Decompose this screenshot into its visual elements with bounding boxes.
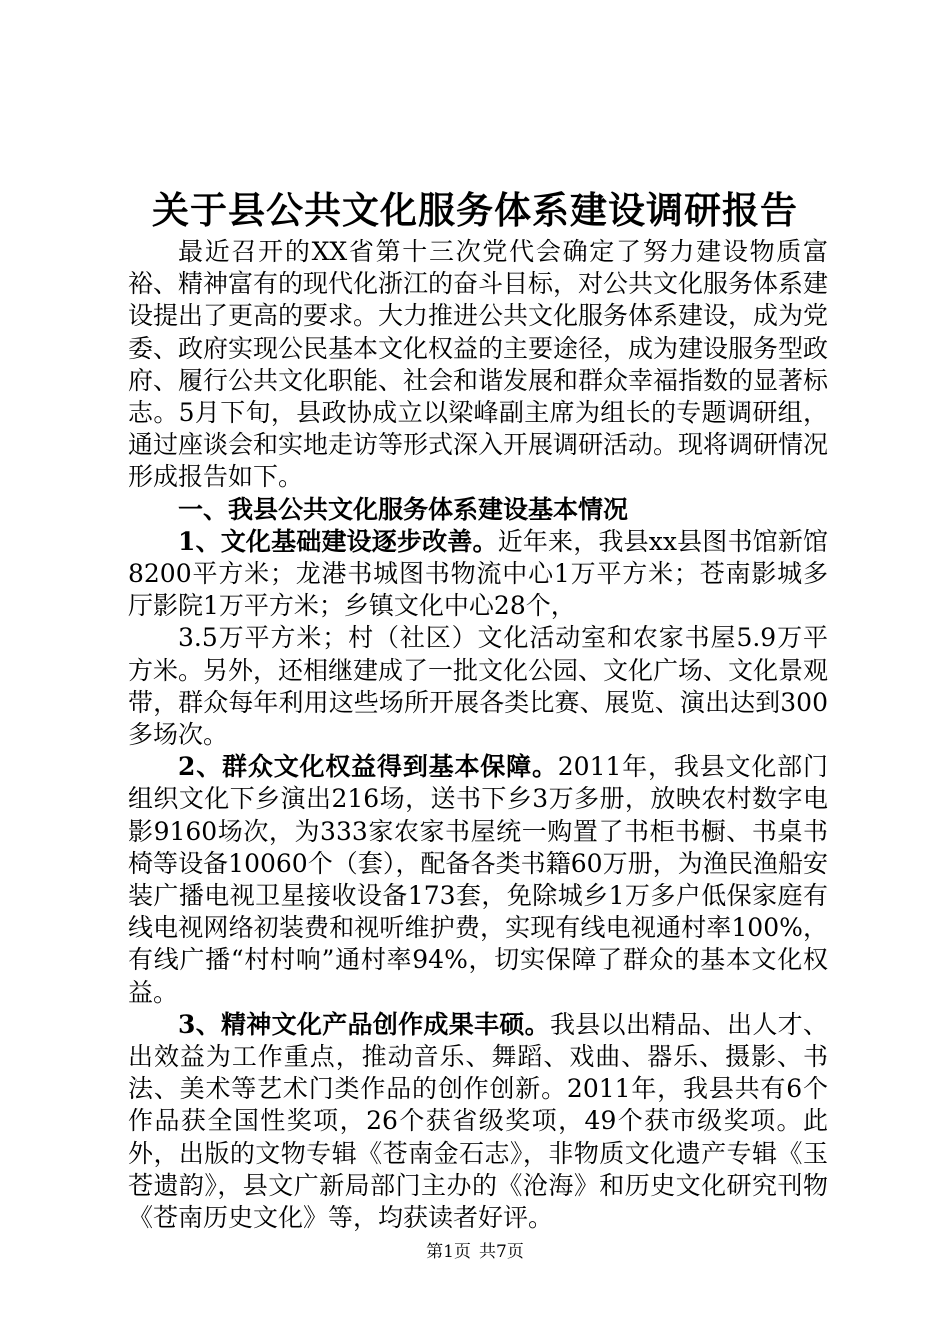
paragraph-lead: 2、群众文化权益得到基本保障。: [178, 752, 558, 782]
paragraph-item-1-cont: [128, 622, 828, 751]
paragraph-item-2: [128, 751, 828, 1009]
paragraph-text: 2011年，我县文化部门组织文化下乡演出216场，送书下乡3万多册，放映农村数字电影9160场次，为333家农家书屋统一购置了书柜书橱、书桌书椅等设备10060个（套），配备各类书籍60万册，为渔民渔船安装广播电视卫星接收设备173套，免除城乡1万多户低保家庭有线电视网络初装费和视听维护费，实现有线电视通村率100%，有线广播“村村响”通村率94%，切实保障了群众的基本文化权益。: [128, 752, 829, 1007]
paragraph-text: 3.5万平方米；村（社区）文化活动室和农家书屋5.9万平方米。另外，还相继建成了一批文化公园、文化广场、文化景观带，群众每年利用这些场所开展各类比赛、展览、演出达到300多场次。: [128, 623, 829, 750]
paragraph-item-1: [128, 526, 828, 623]
page-total: 共7页: [479, 1242, 524, 1262]
document-body: [128, 236, 828, 1234]
paragraph-text: 我县以出精品、出人才、出效益为工作重点，推动音乐、舞蹈、戏曲、器乐、摄影、书法、美术等艺术门类作品的创作创新。2011年，我县共有6个作品获全国性奖项，26个获省级奖项，49个获市级奖项。此外，出版的文物专辑《苍南金石志》，非物质文化遗产专辑《玉苍遗韵》，县文广新局部门主办的《沧海》和历史文化研究刊物《苍南历史文化》等，均获读者好评。: [128, 1009, 828, 1233]
paragraph-lead: 1、文化基础建设逐步改善。: [178, 526, 498, 556]
document-title: 关于县公共文化服务体系建设调研报告: [152, 188, 798, 232]
page-footer: [0, 1241, 950, 1263]
paragraph-text: 近年来，我县xx县图书馆新馆8200平方米；龙港书城图书物流中心1万平方米；苍南影城多厅影院1万平方米；乡镇文化中心28个，: [128, 526, 828, 621]
paragraph-text: 最近召开的XX省第十三次党代会确定了努力建设物质富裕、精神富有的现代化浙江的奋斗目标，对公共文化服务体系建设提出了更高的要求。大力推进公共文化服务体系建设，成为党委、政府实现公民基本文化权益的主要途径，成为建设服务型政府、履行公共文化职能、社会和谐发展和群众幸福指数的显著标志。5月下旬，县政协成立以梁峰副主席为组长的专题调研组，通过座谈会和实地走访等形式深入开展调研活动。现将调研情况形成报告如下。: [128, 237, 829, 492]
paragraph-intro: [128, 236, 828, 494]
paragraph-lead: 3、精神文化产品创作成果丰硕。: [178, 1009, 550, 1039]
section-heading: 一、我县公共文化服务体系建设基本情况: [178, 494, 629, 524]
page-number: 第1页: [426, 1242, 471, 1262]
paragraph-item-3: [128, 1009, 828, 1234]
